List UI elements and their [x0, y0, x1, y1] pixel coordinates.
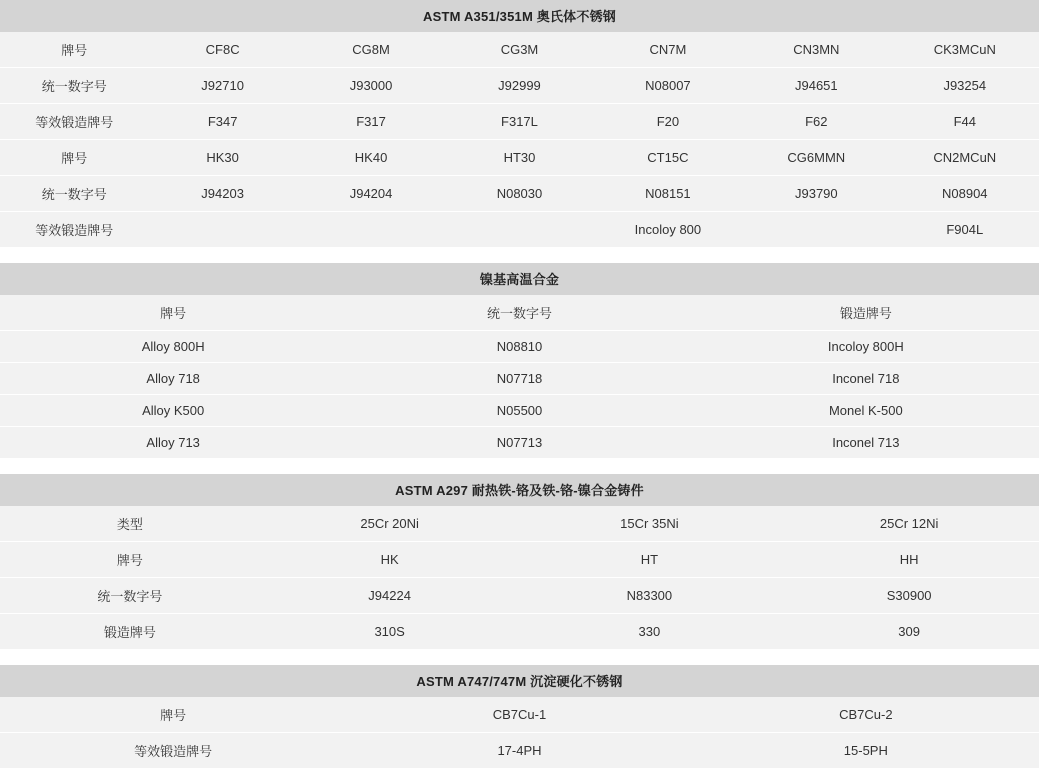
table-cell: Alloy 800H: [0, 331, 346, 363]
section-title: ASTM A747/747M 沉淀硬化不锈钢: [0, 665, 1039, 697]
section-astm-a297: [0, 474, 1039, 649]
table-nickel-superalloy: [0, 295, 1039, 458]
row-label: 牌号: [0, 32, 148, 68]
table-row: [0, 542, 1039, 578]
table-cell: CG8M: [297, 32, 445, 68]
table-cell: Incoloy 800H: [693, 331, 1039, 363]
table-row: [0, 427, 1039, 459]
row-label: 牌号: [0, 697, 346, 733]
table-cell: CT15C: [594, 140, 742, 176]
table-cell: F347: [148, 104, 296, 140]
table-cell: F317L: [445, 104, 593, 140]
table-cell: N07718: [346, 363, 692, 395]
table-cell: Monel K-500: [693, 395, 1039, 427]
table-cell: Inconel 718: [693, 363, 1039, 395]
table-cell: 25Cr 20Ni: [260, 506, 520, 542]
table-row: [0, 363, 1039, 395]
table-cell: Inconel 713: [693, 427, 1039, 459]
section-divider: [0, 649, 1039, 665]
table-cell: F317: [297, 104, 445, 140]
section-title: 镍基高温合金: [0, 263, 1039, 295]
section-nickel-superalloy: [0, 263, 1039, 458]
table-cell: 17-4PH: [346, 733, 692, 768]
table-cell: 309: [779, 614, 1039, 650]
table-cell: Alloy 713: [0, 427, 346, 459]
table-cell: F904L: [891, 212, 1039, 248]
table-row: [0, 295, 1039, 331]
row-label: 牌号: [0, 140, 148, 176]
table-cell: J94651: [742, 68, 890, 104]
table-cell: F62: [742, 104, 890, 140]
table-cell: Alloy 718: [0, 363, 346, 395]
column-header: 锻造牌号: [693, 295, 1039, 331]
table-cell: CG6MMN: [742, 140, 890, 176]
section-title: ASTM A297 耐热铁-铬及铁-铬-镍合金铸件: [0, 474, 1039, 506]
table-cell: HK30: [148, 140, 296, 176]
table-cell: N08030: [445, 176, 593, 212]
row-label: 统一数字号: [0, 578, 260, 614]
table-cell: N83300: [520, 578, 780, 614]
table-cell: CB7Cu-2: [693, 697, 1039, 733]
table-cell: J93000: [297, 68, 445, 104]
table-cell: F44: [891, 104, 1039, 140]
row-label: 等效锻造牌号: [0, 104, 148, 140]
row-label: 牌号: [0, 542, 260, 578]
row-label: 锻造牌号: [0, 614, 260, 650]
table-cell: J92710: [148, 68, 296, 104]
section-astm-a747: [0, 665, 1039, 768]
table-row: [0, 68, 1039, 104]
table-cell: 25Cr 12Ni: [779, 506, 1039, 542]
table-cell: HK: [260, 542, 520, 578]
table-cell: CG3M: [445, 32, 593, 68]
table-cell: HH: [779, 542, 1039, 578]
table-cell: 330: [520, 614, 780, 650]
table-cell: J93254: [891, 68, 1039, 104]
table-cell: J92999: [445, 68, 593, 104]
table-astm-a297: [0, 506, 1039, 649]
table-cell: J94224: [260, 578, 520, 614]
table-cell: J94203: [148, 176, 296, 212]
table-cell: 310S: [260, 614, 520, 650]
section-astm-a351: [0, 0, 1039, 247]
table-cell: Alloy K500: [0, 395, 346, 427]
table-cell: Incoloy 800: [594, 212, 742, 248]
table-cell: HT30: [445, 140, 593, 176]
table-cell: CB7Cu-1: [346, 697, 692, 733]
section-divider: [0, 458, 1039, 474]
table-cell: CN3MN: [742, 32, 890, 68]
table-cell: N08810: [346, 331, 692, 363]
table-row: [0, 331, 1039, 363]
row-label: 统一数字号: [0, 68, 148, 104]
table-cell: HK40: [297, 140, 445, 176]
table-cell: J93790: [742, 176, 890, 212]
table-cell: N05500: [346, 395, 692, 427]
table-cell: CN2MCuN: [891, 140, 1039, 176]
table-row: [0, 104, 1039, 140]
table-cell: N08007: [594, 68, 742, 104]
table-cell: N08904: [891, 176, 1039, 212]
table-cell: HT: [520, 542, 780, 578]
row-label: 等效锻造牌号: [0, 733, 346, 768]
table-cell: CF8C: [148, 32, 296, 68]
table-row: [0, 212, 1039, 248]
table-cell: N08151: [594, 176, 742, 212]
table-cell: N07713: [346, 427, 692, 459]
section-title: ASTM A351/351M 奥氏体不锈钢: [0, 0, 1039, 32]
table-row: [0, 506, 1039, 542]
table-cell: [445, 212, 593, 248]
row-label: 类型: [0, 506, 260, 542]
table-cell: CK3MCuN: [891, 32, 1039, 68]
row-label: 统一数字号: [0, 176, 148, 212]
table-cell: [742, 212, 890, 248]
table-astm-a747: [0, 697, 1039, 768]
table-cell: [297, 212, 445, 248]
row-label: 等效锻造牌号: [0, 212, 148, 248]
table-row: [0, 395, 1039, 427]
table-row: [0, 578, 1039, 614]
column-header: 牌号: [0, 295, 346, 331]
table-cell: CN7M: [594, 32, 742, 68]
table-astm-a351: [0, 32, 1039, 247]
section-divider: [0, 247, 1039, 263]
table-cell: 15Cr 35Ni: [520, 506, 780, 542]
column-header: 统一数字号: [346, 295, 692, 331]
table-cell: J94204: [297, 176, 445, 212]
table-row: [0, 697, 1039, 733]
table-cell: [148, 212, 296, 248]
table-row: [0, 614, 1039, 650]
table-row: [0, 176, 1039, 212]
table-row: [0, 32, 1039, 68]
table-cell: S30900: [779, 578, 1039, 614]
table-cell: F20: [594, 104, 742, 140]
table-row: [0, 733, 1039, 768]
table-cell: 15-5PH: [693, 733, 1039, 768]
table-row: [0, 140, 1039, 176]
